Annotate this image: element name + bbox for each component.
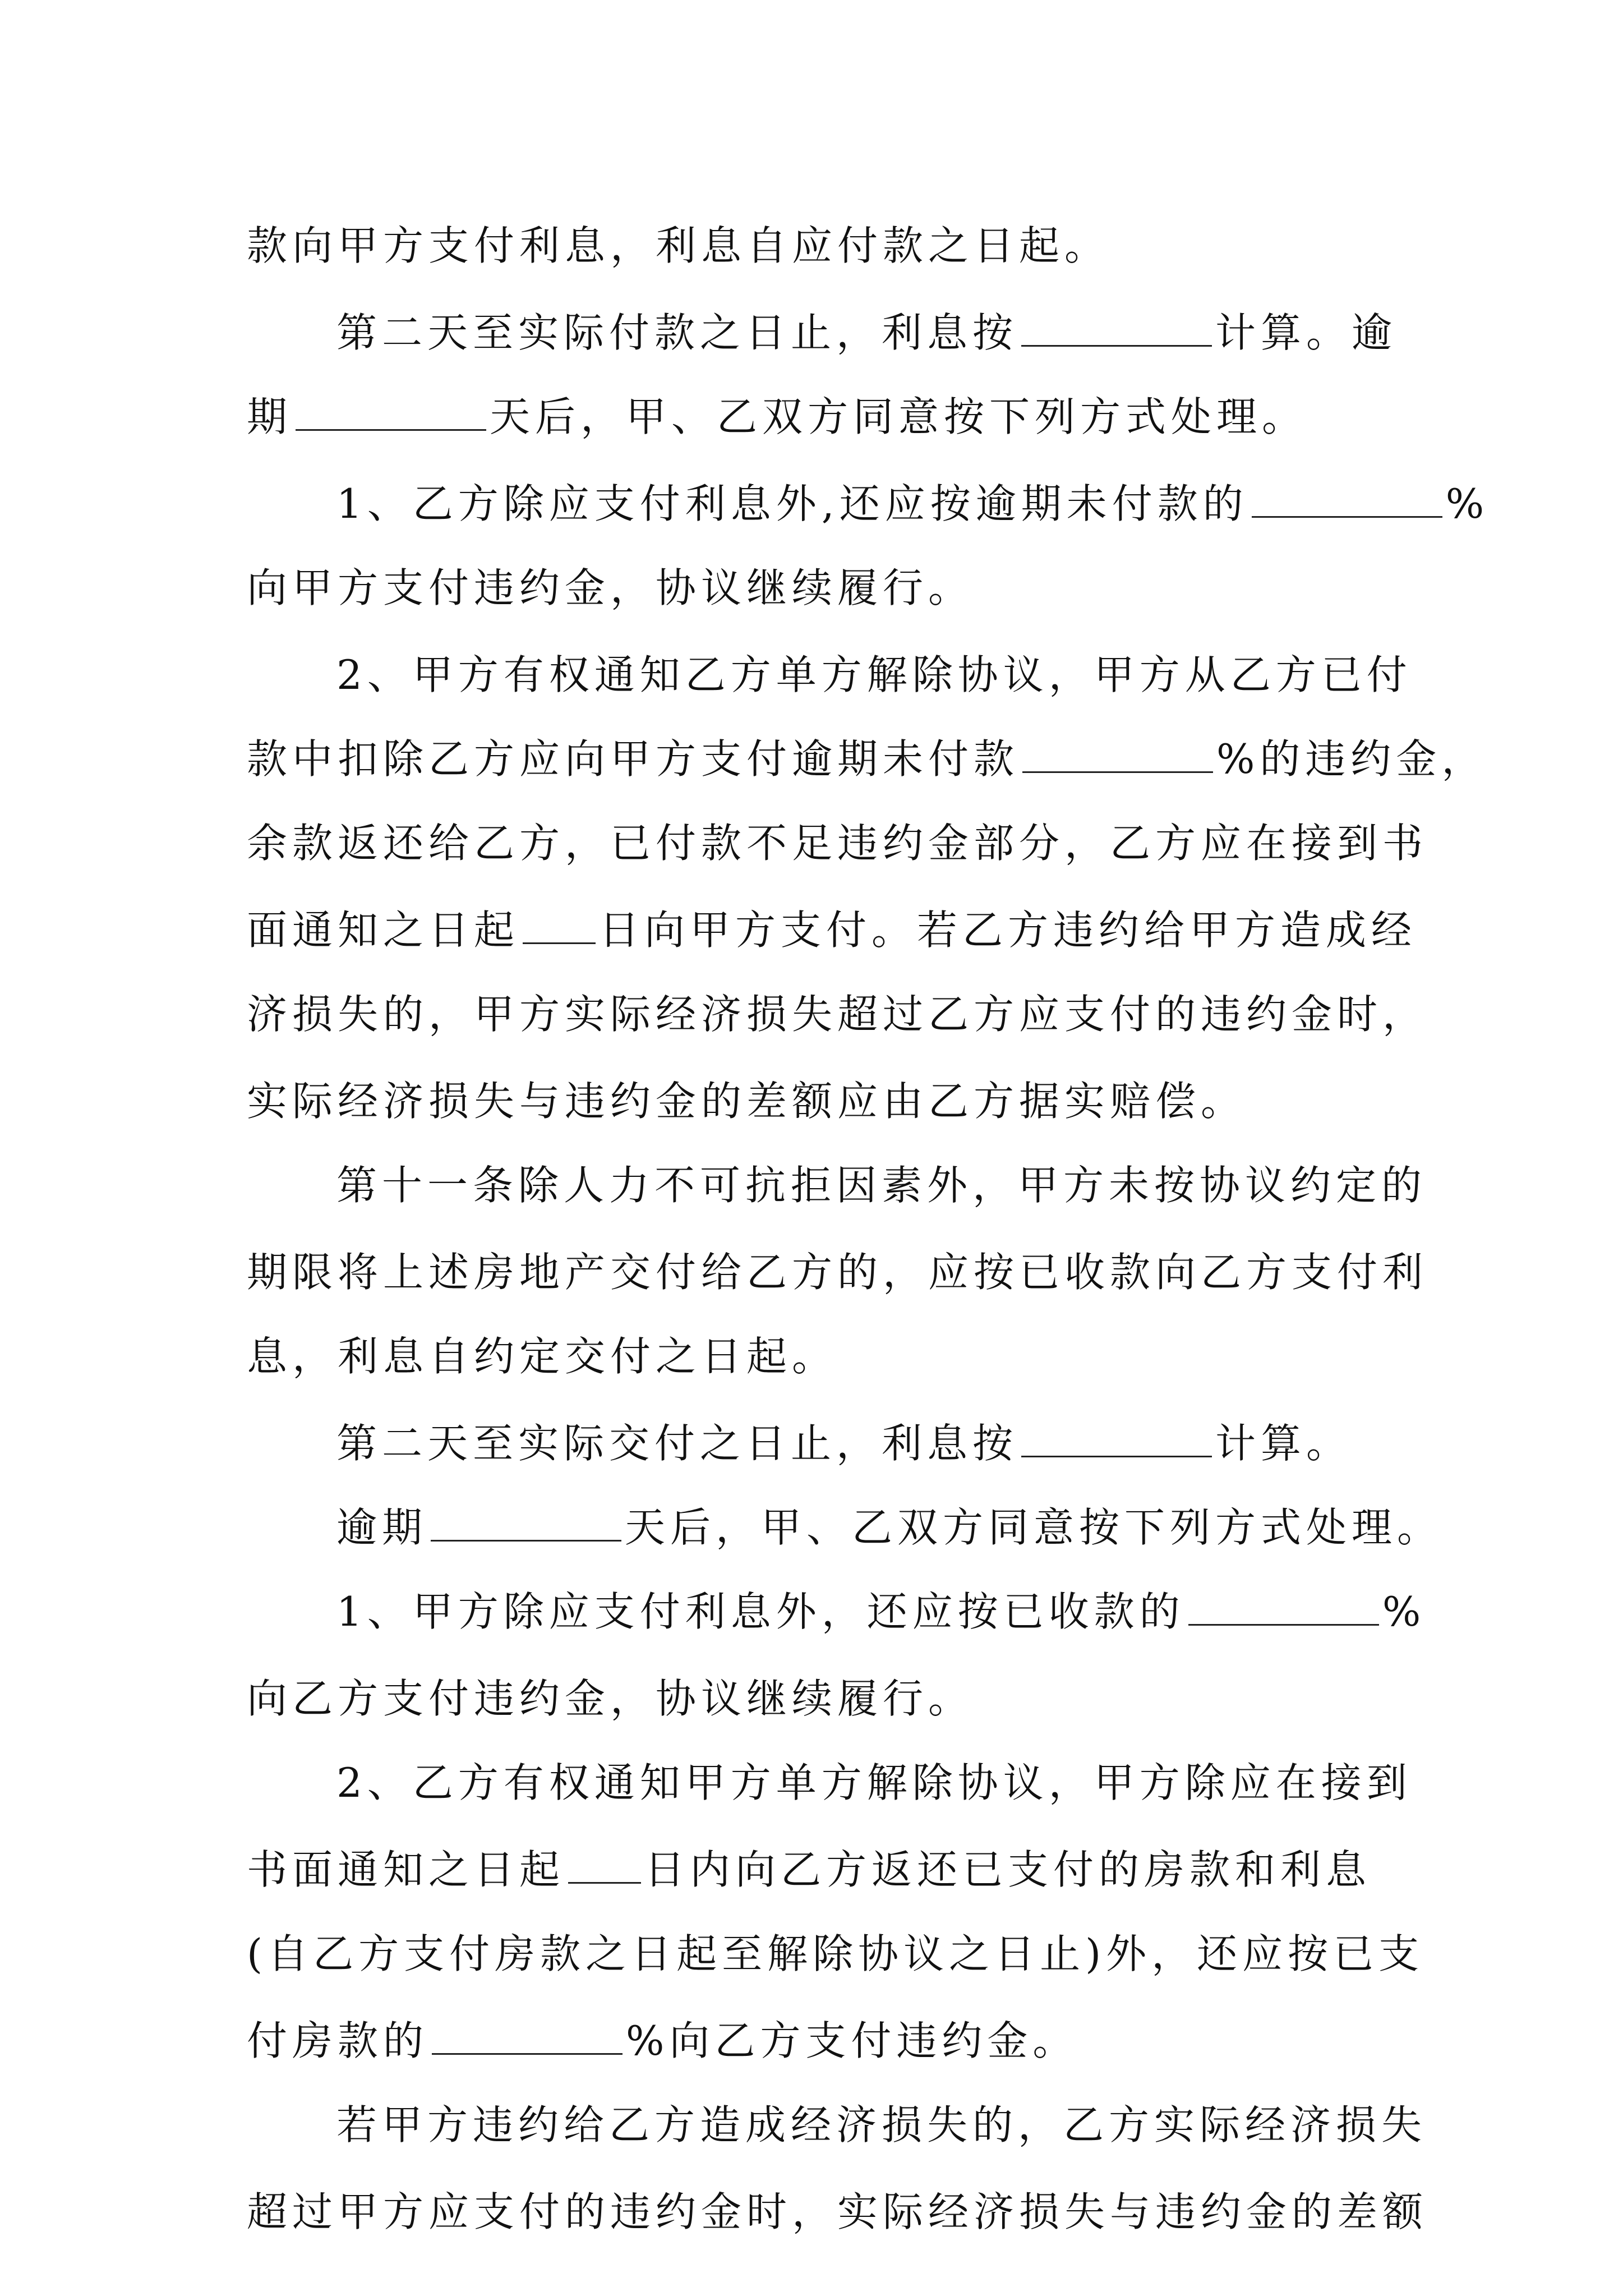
fill-in-blank [1021, 1420, 1212, 1457]
text-line: 期 天后，甲、乙双方同意按下列方式处理。 [247, 393, 1308, 440]
text-line: 实际经济损失与违约金的差额应由乙方据实赔偿。 [247, 1078, 1247, 1125]
text-line: 向乙方支付违约金，协议继续履行。 [247, 1675, 974, 1722]
text-line: 超过甲方应支付的违约金时，实际经济损失与违约金的差额 [247, 2188, 1428, 2235]
fill-in-blank [1021, 309, 1212, 347]
text-line: 款向甲方支付利息，利息自应付款之日起。 [247, 222, 1110, 269]
text-line: 付房款的 %向乙方支付违约金。 [247, 2017, 1078, 2064]
fill-in-blank [1022, 735, 1213, 773]
text-line: 第二天至实际付款之日止，利息按 计算。逾 [336, 309, 1398, 356]
fill-in-blank [1188, 1588, 1379, 1626]
text-line: 书面通知之日起 日内向乙方返还已支付的房款和利息 [247, 1846, 1372, 1893]
fill-in-blank [296, 393, 486, 431]
text-line: 息，利息自约定交付之日起。 [247, 1333, 838, 1380]
text-line: 款中扣除乙方应向甲方支付逾期未付款 %的违约金， [247, 735, 1487, 783]
fill-in-blank [523, 907, 596, 944]
text-line: 期限将上述房地产交付给乙方的，应按已收款向乙方支付利 [247, 1249, 1428, 1296]
text-line: 2、甲方有权通知乙方单方解除协议，甲方从乙方已付 [336, 651, 1412, 698]
text-line: 第二天至实际交付之日止，利息按 计算。 [336, 1420, 1352, 1467]
text-line: 逾期 天后，甲、乙双方同意按下列方式处理。 [336, 1504, 1443, 1551]
text-line: 第十一条除人力不可抗拒因素外，甲方未按协议约定的 [336, 1162, 1427, 1209]
text-line: 1、甲方除应支付利息外，还应按已收款的 % [336, 1588, 1426, 1635]
fill-in-blank [431, 1504, 621, 1542]
text-line: 若甲方违约给乙方造成经济损失的，乙方实际经济损失 [336, 2101, 1427, 2148]
fill-in-blank [432, 2017, 623, 2055]
text-line: 余款返还给乙方，已付款不足违约金部分，乙方应在接到书 [247, 820, 1428, 867]
fill-in-blank [1252, 480, 1442, 518]
text-line: 面通知之日起 日向甲方支付。若乙方违约给甲方造成经 [247, 907, 1417, 954]
text-line: (自乙方支付房款之日起至解除协议之日止)外，还应按已支 [247, 1930, 1424, 1977]
fill-in-blank [568, 1846, 641, 1884]
text-line: 济损失的，甲方实际经济损失超过乙方应支付的违约金时， [247, 991, 1428, 1038]
text-line: 2、乙方有权通知甲方单方解除协议，甲方除应在接到 [336, 1759, 1412, 1806]
text-line: 1、乙方除应支付利息外,还应按逾期未付款的 % [336, 480, 1490, 527]
text-line: 向甲方支付违约金，协议继续履行。 [247, 564, 974, 611]
